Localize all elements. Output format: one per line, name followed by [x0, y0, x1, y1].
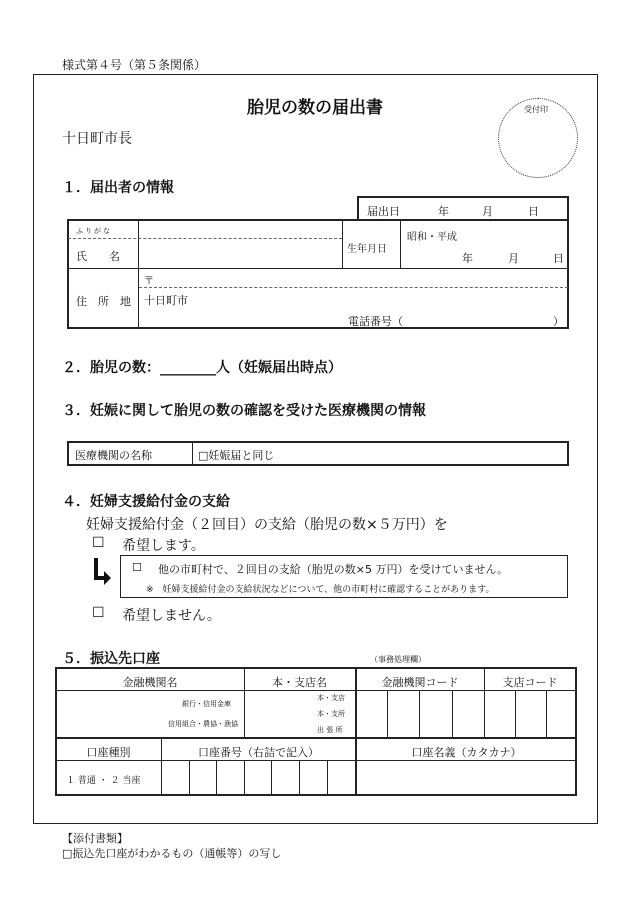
section3-heading: ３．妊娠に関して胎児の数の確認を受けた医療機関の情報: [62, 403, 426, 419]
date-day: 日: [528, 205, 539, 218]
attachments-item: □振込先口座がわかるもの（通帳等）の写し: [62, 847, 282, 860]
account-number-header: 口座番号（右詰で記入）: [198, 746, 319, 759]
section5-heading: ５．振込先口座: [62, 651, 160, 667]
section1-heading: １．届出者の情報: [62, 180, 174, 196]
branch-type-3: 出 張 所: [317, 726, 343, 734]
birth-day: 日: [553, 252, 564, 265]
address-label: 住 所 地: [76, 295, 131, 308]
form-number: 様式第４号（第５条関係）: [62, 58, 207, 72]
branch-type-1: 本・支店: [317, 694, 345, 702]
addressee: 十日町市長: [62, 131, 132, 147]
bank-name-field[interactable]: [58, 692, 168, 736]
address-city: 十日町市: [144, 294, 188, 307]
bank-types-2: 信用組合・農協・漁協: [168, 720, 238, 728]
account-kind-select[interactable]: １ 普通 ・ ２ 当座: [66, 776, 141, 786]
other-city-checkbox[interactable]: ☐: [132, 561, 142, 574]
account-holder-field[interactable]: [357, 761, 576, 795]
furigana-label: ふりがな: [76, 227, 112, 235]
birth-month: 月: [508, 252, 519, 265]
bank-name-header: 金融機関名: [122, 676, 178, 689]
facility-label: 医療機関の名称: [75, 449, 152, 462]
date-label: 届出日: [367, 205, 400, 218]
birth-label: 生年月日: [347, 244, 387, 255]
office-use-label: （事務処理欄）: [370, 655, 426, 664]
account-type-header: 口座種別: [86, 746, 131, 759]
other-city-note: ※ 妊婦支援給付金の支給状況などについて、他の市町村に確認することがあります。: [146, 585, 495, 595]
date-month: 月: [482, 205, 493, 218]
other-city-label: 他の市町村で、２回目の支給（胎児の数×5 万円）を受けていません。: [158, 563, 509, 576]
wish-checkbox[interactable]: ☐: [92, 535, 105, 551]
section4-body: 妊婦支援給付金（２回目）の支給（胎児の数×５万円）を: [86, 517, 448, 533]
postal-mark: 〒: [144, 276, 154, 287]
no-wish-checkbox[interactable]: ☐: [92, 605, 105, 621]
phone-label: 電話番号（: [348, 315, 403, 328]
bank-types-1: 銀行・信用金庫: [182, 700, 231, 708]
page-title: 胎児の数の届出書: [247, 98, 383, 118]
phone-field[interactable]: [410, 311, 550, 326]
phone-close: ）: [553, 315, 564, 328]
section2-heading: ２．胎児の数：________人（妊娠届出時点）: [62, 360, 342, 376]
name-label: 氏 名: [76, 250, 120, 263]
account-holder-header: 口座名義（カタカナ）: [411, 746, 522, 759]
no-wish-label: 希望しません。: [122, 608, 221, 624]
section4-heading: ４．妊婦支援給付金の支給: [62, 494, 230, 510]
branch-name-header: 本・支店名: [272, 676, 327, 689]
stamp-label: 受付印: [524, 105, 548, 114]
birth-year: 年: [462, 252, 473, 265]
attachments-heading: 【添付書類】: [62, 832, 128, 845]
wish-label: 希望します。: [122, 538, 205, 554]
same-as-pregnancy-checkbox[interactable]: □妊娠届と同じ: [198, 449, 275, 462]
date-year: 年: [438, 205, 449, 218]
bank-code-header: 金融機関コード: [381, 676, 459, 689]
era-label: 昭和・平成: [407, 232, 457, 243]
branch-code-header: 支店コード: [502, 676, 558, 689]
name-field[interactable]: [140, 240, 340, 267]
furigana-field[interactable]: [140, 222, 340, 237]
branch-name-field[interactable]: [246, 692, 314, 736]
account-number-field[interactable]: [162, 761, 355, 795]
branch-type-2: 本・支所: [317, 710, 345, 718]
address-field[interactable]: [196, 289, 556, 307]
arrow-down-right-icon: [90, 556, 112, 588]
